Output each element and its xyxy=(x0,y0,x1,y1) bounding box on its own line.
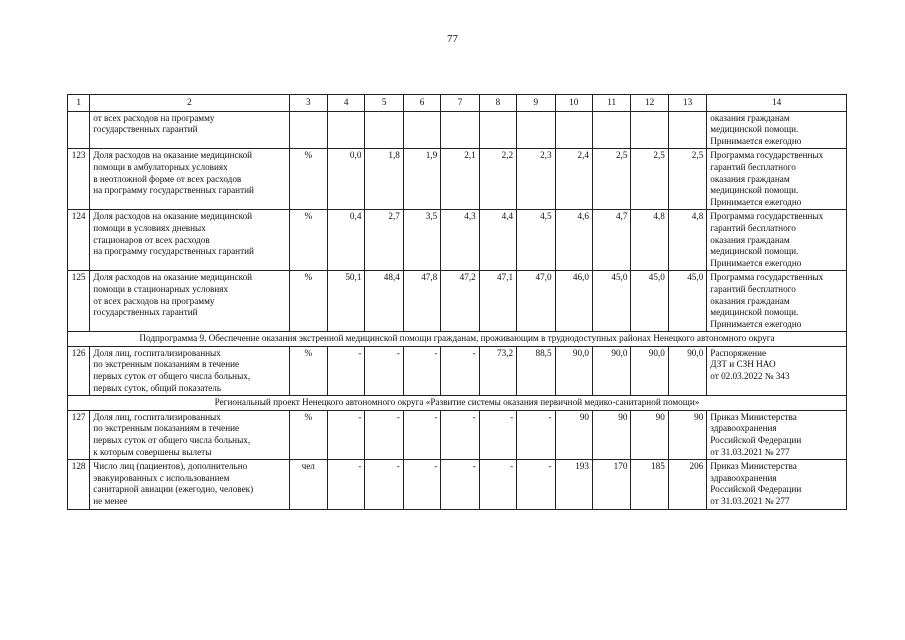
source-document: Приказ Министерства здравоохранения Российской Федерации от 31.03.2021 № 277 xyxy=(707,460,847,509)
value-cell: 2,5 xyxy=(668,149,706,210)
value-cell xyxy=(365,111,403,149)
value-cell: 2,5 xyxy=(592,149,630,210)
header-cell-7: 7 xyxy=(441,95,479,112)
value-cell: 2,3 xyxy=(517,149,555,210)
value-cell: 1,9 xyxy=(403,149,440,210)
value-cell xyxy=(555,111,592,149)
value-cell: 0,0 xyxy=(327,149,364,210)
value-cell: 2,2 xyxy=(479,149,516,210)
value-cell: 47,2 xyxy=(441,271,479,332)
header-cell-1: 1 xyxy=(68,95,90,112)
value-cell: 2,4 xyxy=(555,149,592,210)
value-cell: 4,4 xyxy=(479,210,516,271)
value-cell: 48,4 xyxy=(365,271,403,332)
indicator-name: от всех расходов на программу государственных гарантий xyxy=(90,111,289,149)
value-cell: 90,0 xyxy=(631,346,668,395)
indicator-name: Доля расходов на оказание медицинской помощи в стационарных условиях от всех расходов на программу государственных гарантий xyxy=(90,271,289,332)
value-cell: - xyxy=(365,346,403,395)
header-cell-6: 6 xyxy=(403,95,440,112)
table-row xyxy=(68,460,847,509)
value-cell: - xyxy=(517,410,555,459)
unit-cell: % xyxy=(289,271,327,332)
value-cell: - xyxy=(327,410,364,459)
value-cell: 46,0 xyxy=(555,271,592,332)
header-cell-3: 3 xyxy=(289,95,327,112)
value-cell: 45,0 xyxy=(631,271,668,332)
header-cell-11: 11 xyxy=(592,95,630,112)
value-cell xyxy=(517,111,555,149)
value-cell: 90,0 xyxy=(555,346,592,395)
value-cell: 1,8 xyxy=(365,149,403,210)
indicator-name: Доля лиц, госпитализированных по экстренным показаниям в течение первых суток от общего числа больных, к которым совершены вылеты xyxy=(90,410,289,459)
value-cell xyxy=(668,111,706,149)
value-cell: 90,0 xyxy=(668,346,706,395)
value-cell: 2,7 xyxy=(365,210,403,271)
value-cell: 47,1 xyxy=(479,271,516,332)
indicator-name: Число лиц (пациентов), дополнительно эвакуированных с использованием санитарной авиации (ежегодно, человек) не менее xyxy=(90,460,289,509)
value-cell: - xyxy=(441,460,479,509)
table-row xyxy=(68,149,847,210)
value-cell: - xyxy=(479,410,516,459)
row-number: 126 xyxy=(68,346,90,395)
value-cell: 90 xyxy=(668,410,706,459)
value-cell xyxy=(441,111,479,149)
value-cell: - xyxy=(479,460,516,509)
value-cell: 47,8 xyxy=(403,271,440,332)
value-cell: 47,0 xyxy=(517,271,555,332)
row-number: 127 xyxy=(68,410,90,459)
unit-cell xyxy=(289,111,327,149)
value-cell: 88,5 xyxy=(517,346,555,395)
value-cell: - xyxy=(441,346,479,395)
row-number xyxy=(68,111,90,149)
value-cell: 50,1 xyxy=(327,271,364,332)
value-cell: 90,0 xyxy=(592,346,630,395)
value-cell xyxy=(403,111,440,149)
value-cell: 4,8 xyxy=(631,210,668,271)
value-cell: - xyxy=(327,346,364,395)
value-cell: - xyxy=(365,460,403,509)
table-header-row xyxy=(68,95,847,112)
value-cell xyxy=(327,111,364,149)
value-cell: 45,0 xyxy=(592,271,630,332)
value-cell: 185 xyxy=(631,460,668,509)
table-row xyxy=(68,210,847,271)
unit-cell: % xyxy=(289,346,327,395)
header-cell-13: 13 xyxy=(668,95,706,112)
source-document: Программа государственных гарантий бесплатного оказания гражданам медицинской помощи. Принимается ежегодно xyxy=(707,149,847,210)
value-cell: 4,6 xyxy=(555,210,592,271)
section-title: Подпрограмма 9. Обеспечение оказания экстренной медицинской помощи гражданам, проживающим в труднодоступных районах Ненецкого автономного округа xyxy=(68,332,847,347)
value-cell: - xyxy=(327,460,364,509)
value-cell: - xyxy=(365,410,403,459)
header-cell-10: 10 xyxy=(555,95,592,112)
source-document: оказания гражданам медицинской помощи. Принимается ежегодно xyxy=(707,111,847,149)
value-cell: 90 xyxy=(592,410,630,459)
value-cell: 90 xyxy=(631,410,668,459)
row-number: 128 xyxy=(68,460,90,509)
unit-cell: % xyxy=(289,149,327,210)
value-cell: 4,7 xyxy=(592,210,630,271)
source-document: Программа государственных гарантий бесплатного оказания гражданам медицинской помощи. Принимается ежегодно xyxy=(707,271,847,332)
unit-cell: % xyxy=(289,210,327,271)
section-title: Региональный проект Ненецкого автономного округа «Развитие системы оказания первичной медико-санитарной помощи» xyxy=(68,396,847,411)
source-document: Программа государственных гарантий бесплатного оказания гражданам медицинской помощи. Принимается ежегодно xyxy=(707,210,847,271)
value-cell: 170 xyxy=(592,460,630,509)
value-cell xyxy=(631,111,668,149)
value-cell: - xyxy=(403,346,440,395)
value-cell: 90 xyxy=(555,410,592,459)
value-cell: 2,5 xyxy=(631,149,668,210)
table-row xyxy=(68,271,847,332)
row-number: 123 xyxy=(68,149,90,210)
indicator-name: Доля лиц, госпитализированных по экстренным показаниям в течение первых суток от общего числа больных, первых суток, общий показатель xyxy=(90,346,289,395)
unit-cell: чел xyxy=(289,460,327,509)
header-cell-12: 12 xyxy=(631,95,668,112)
source-document: Распоряжение ДЗТ и СЗН НАО от 02.03.2022 № 343 xyxy=(707,346,847,395)
header-cell-4: 4 xyxy=(327,95,364,112)
value-cell: - xyxy=(403,460,440,509)
section-row xyxy=(68,332,847,347)
value-cell: 206 xyxy=(668,460,706,509)
value-cell: 0,4 xyxy=(327,210,364,271)
value-cell: 4,8 xyxy=(668,210,706,271)
table-row xyxy=(68,346,847,395)
header-cell-2: 2 xyxy=(90,95,289,112)
value-cell: - xyxy=(441,410,479,459)
source-document: Приказ Министерства здравоохранения Российской Федерации от 31.03.2021 № 277 xyxy=(707,410,847,459)
indicators-table xyxy=(67,94,847,510)
value-cell: - xyxy=(517,460,555,509)
indicator-name: Доля расходов на оказание медицинской помощи в условиях дневных стационаров от всех расходов на программу государственных гарантий xyxy=(90,210,289,271)
section-row xyxy=(68,396,847,411)
row-number: 125 xyxy=(68,271,90,332)
value-cell: 193 xyxy=(555,460,592,509)
header-cell-5: 5 xyxy=(365,95,403,112)
row-number: 124 xyxy=(68,210,90,271)
table-row xyxy=(68,111,847,149)
unit-cell: % xyxy=(289,410,327,459)
value-cell: 2,1 xyxy=(441,149,479,210)
value-cell: 45,0 xyxy=(668,271,706,332)
header-cell-8: 8 xyxy=(479,95,516,112)
value-cell: 4,5 xyxy=(517,210,555,271)
value-cell xyxy=(479,111,516,149)
table-row xyxy=(68,410,847,459)
page-number: 77 xyxy=(447,33,458,45)
value-cell: 3,5 xyxy=(403,210,440,271)
value-cell xyxy=(592,111,630,149)
header-cell-14: 14 xyxy=(707,95,847,112)
header-cell-9: 9 xyxy=(517,95,555,112)
value-cell: 73,2 xyxy=(479,346,516,395)
indicator-name: Доля расходов на оказание медицинской помощи в амбулаторных условиях в неотложной форме от всех расходов на программу государственных гарантий xyxy=(90,149,289,210)
value-cell: - xyxy=(403,410,440,459)
value-cell: 4,3 xyxy=(441,210,479,271)
